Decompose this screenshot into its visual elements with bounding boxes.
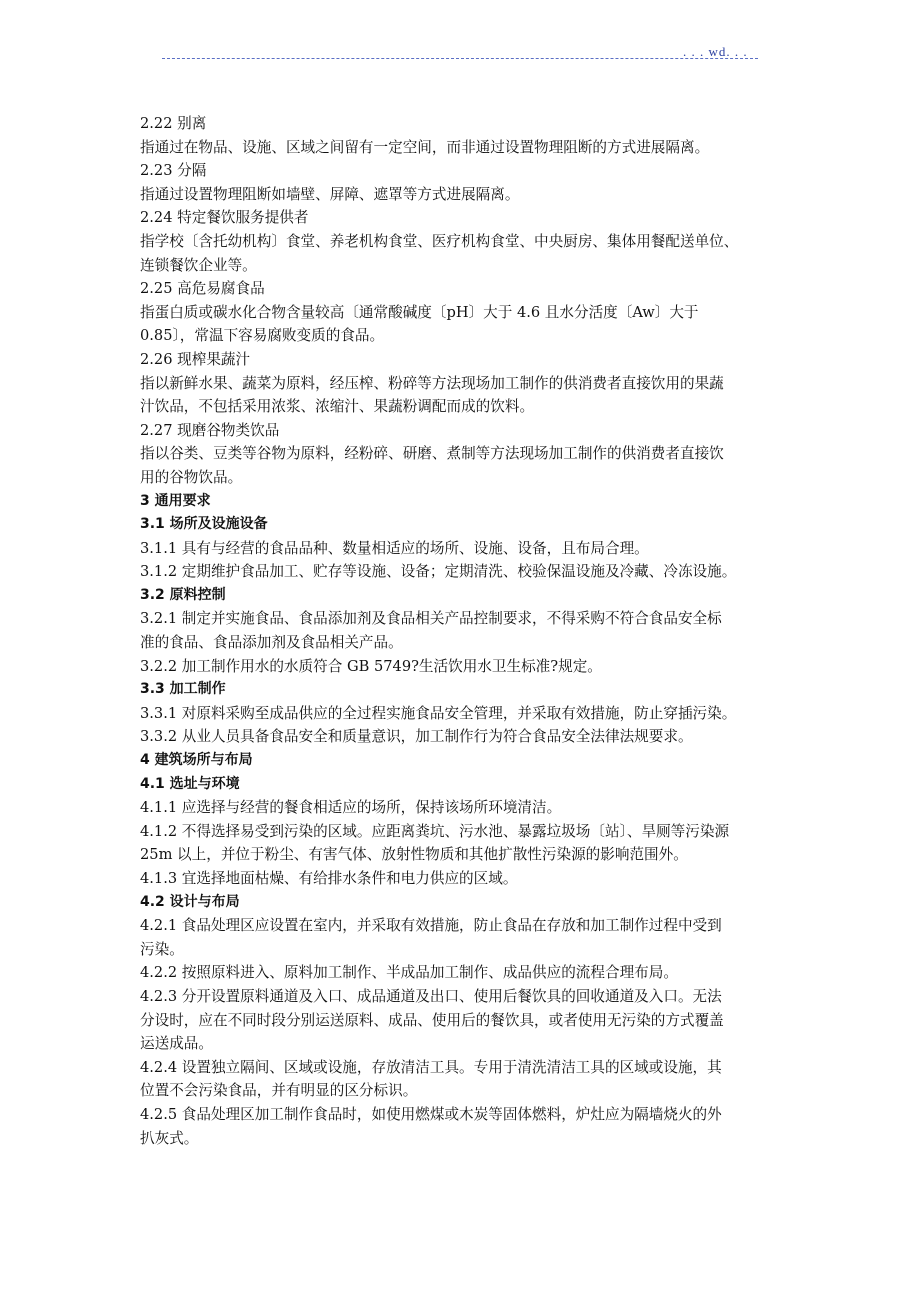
text-line: 3.3.1 对原料采购至成品供应的全过程实施食品安全管理，并采取有效措施，防止穿插污染。 bbox=[140, 704, 737, 722]
text-line: 4.2.3 分开设置原料通道及入口、成品通道及出口、使用后餐饮具的回收通道及入口。无法 bbox=[140, 987, 722, 1005]
text-line: 2.26 现榨果蔬汁 bbox=[140, 350, 251, 368]
text-line: 3.1.1 具有与经营的食品品种、数量相适应的场所、设施、设备，且布局合理。 bbox=[140, 539, 649, 557]
text-line: 污染。 bbox=[140, 940, 184, 958]
text-line: 指以新鲜水果、蔬菜为原料，经压榨、粉碎等方法现场加工制作的供消费者直接饮用的果蔬 bbox=[140, 374, 724, 392]
text-line: 2.23 分隔 bbox=[140, 162, 207, 180]
text-line: 指通过设置物理阻断如墙壁、屏障、遮罩等方式进展隔离。 bbox=[140, 185, 520, 203]
text-line: 4.1.2 不得选择易受到污染的区域。应距离粪坑、污水池、暴露垃圾场〔站〕、旱厕等污染源 bbox=[140, 822, 730, 840]
text-line: 2.27 现磨谷物类饮品 bbox=[140, 421, 280, 439]
text-line: 汁饮品，不包括采用浓浆、浓缩汁、果蔬粉调配而成的饮料。 bbox=[140, 398, 535, 416]
text-line: 用的谷物饮品。 bbox=[140, 468, 243, 486]
text-line: 2.24 特定餐饮服务提供者 bbox=[140, 209, 309, 227]
text-line: 3.1.2 定期维护食品加工、贮存等设施、设备；定期清洗、校验保温设施及冷藏、冷冻设施。 bbox=[140, 563, 737, 581]
text-line: 4.1.1 应选择与经营的餐食相适应的场所，保持该场所环境清洁。 bbox=[140, 799, 562, 817]
text-line: 4.1.3 宜选择地面枯燥、有给排水条件和电力供应的区域。 bbox=[140, 870, 518, 887]
text-line: 3.2.1 制定并实施食品、食品添加剂及食品相关产品控制要求，不得采购不符合食品安全标 bbox=[140, 610, 722, 628]
section-heading: 3 通用要求 bbox=[140, 492, 211, 509]
section-heading: 3.1 场所及设施设备 bbox=[140, 516, 268, 533]
text-line: 准的食品、食品添加剂及食品相关产品。 bbox=[140, 634, 403, 652]
section-heading: 3.2 原料控制 bbox=[140, 586, 226, 603]
text-line: 连锁餐饮企业等。 bbox=[140, 256, 257, 274]
section-heading: 4 建筑场所与布局 bbox=[140, 752, 253, 769]
text-line: 分设时，应在不同时段分别运送原料、成品、使用后的餐饮具，或者使用无污染的方式覆盖 bbox=[140, 1011, 724, 1029]
text-line: 2.22 别离 bbox=[140, 115, 207, 132]
text-line: 指通过在物品、设施、区域之间留有一定空间，而非通过设置物理阻断的方式进展隔离。 bbox=[140, 138, 710, 156]
document-body bbox=[140, 112, 780, 1150]
text-line: 4.2.5 食品处理区加工制作食品时，如使用燃煤或木炭等固体燃料，炉灶应为隔墙烧火的外 bbox=[140, 1105, 722, 1123]
section-heading: 4.1 选址与环境 bbox=[140, 775, 240, 792]
section-heading: 4.2 设计与布局 bbox=[140, 893, 240, 910]
header-dashed-rule bbox=[162, 58, 758, 59]
text-line: 2.25 高危易腐食品 bbox=[140, 280, 265, 298]
text-line: 3.3.2 从业人员具备食品安全和质量意识，加工制作行为符合食品安全法律法规要求。 bbox=[140, 728, 693, 746]
text-line: 25m 以上，并位于粉尘、有害气体、放射性物质和其他扩散性污染源的影响范围外。 bbox=[140, 846, 688, 864]
text-line: 4.2.1 食品处理区应设置在室内，并采取有效措施，防止食品在存放和加工制作过程中受到 bbox=[140, 917, 722, 935]
section-heading: 3.3 加工制作 bbox=[140, 681, 226, 698]
text-line: 指学校〔含托幼机构〕食堂、养老机构食堂、医疗机构食堂、中央厨房、集体用餐配送单位、 bbox=[140, 232, 739, 250]
text-line: 指蛋白质或碳水化合物含量较高〔通常酸碱度〔pH〕大于 4.6 且水分活度〔Aw〕大于 bbox=[140, 303, 699, 321]
text-line: 扒灰式。 bbox=[140, 1129, 199, 1147]
text-line: 3.2.2 加工制作用水的水质符合 GB 5749?生活饮用水卫生标准?规定。 bbox=[140, 657, 602, 675]
text-line: 指以谷类、豆类等谷物为原料，经粉碎、研磨、煮制等方法现场加工制作的供消费者直接饮 bbox=[140, 445, 724, 463]
header-watermark: . . . wd. . . bbox=[683, 44, 748, 59]
text-line: 位置不会污染食品，并有明显的区分标识。 bbox=[140, 1082, 418, 1100]
text-line: 运送成品。 bbox=[140, 1035, 213, 1053]
text-line: 4.2.4 设置独立隔间、区域或设施，存放清洁工具。专用于清洗清洁工具的区域或设施，其 bbox=[140, 1058, 722, 1076]
text-line: 4.2.2 按照原料进入、原料加工制作、半成品加工制作、成品供应的流程合理布局。 bbox=[140, 964, 678, 982]
text-line: 0.85〕，常温下容易腐败变质的食品。 bbox=[140, 327, 385, 345]
